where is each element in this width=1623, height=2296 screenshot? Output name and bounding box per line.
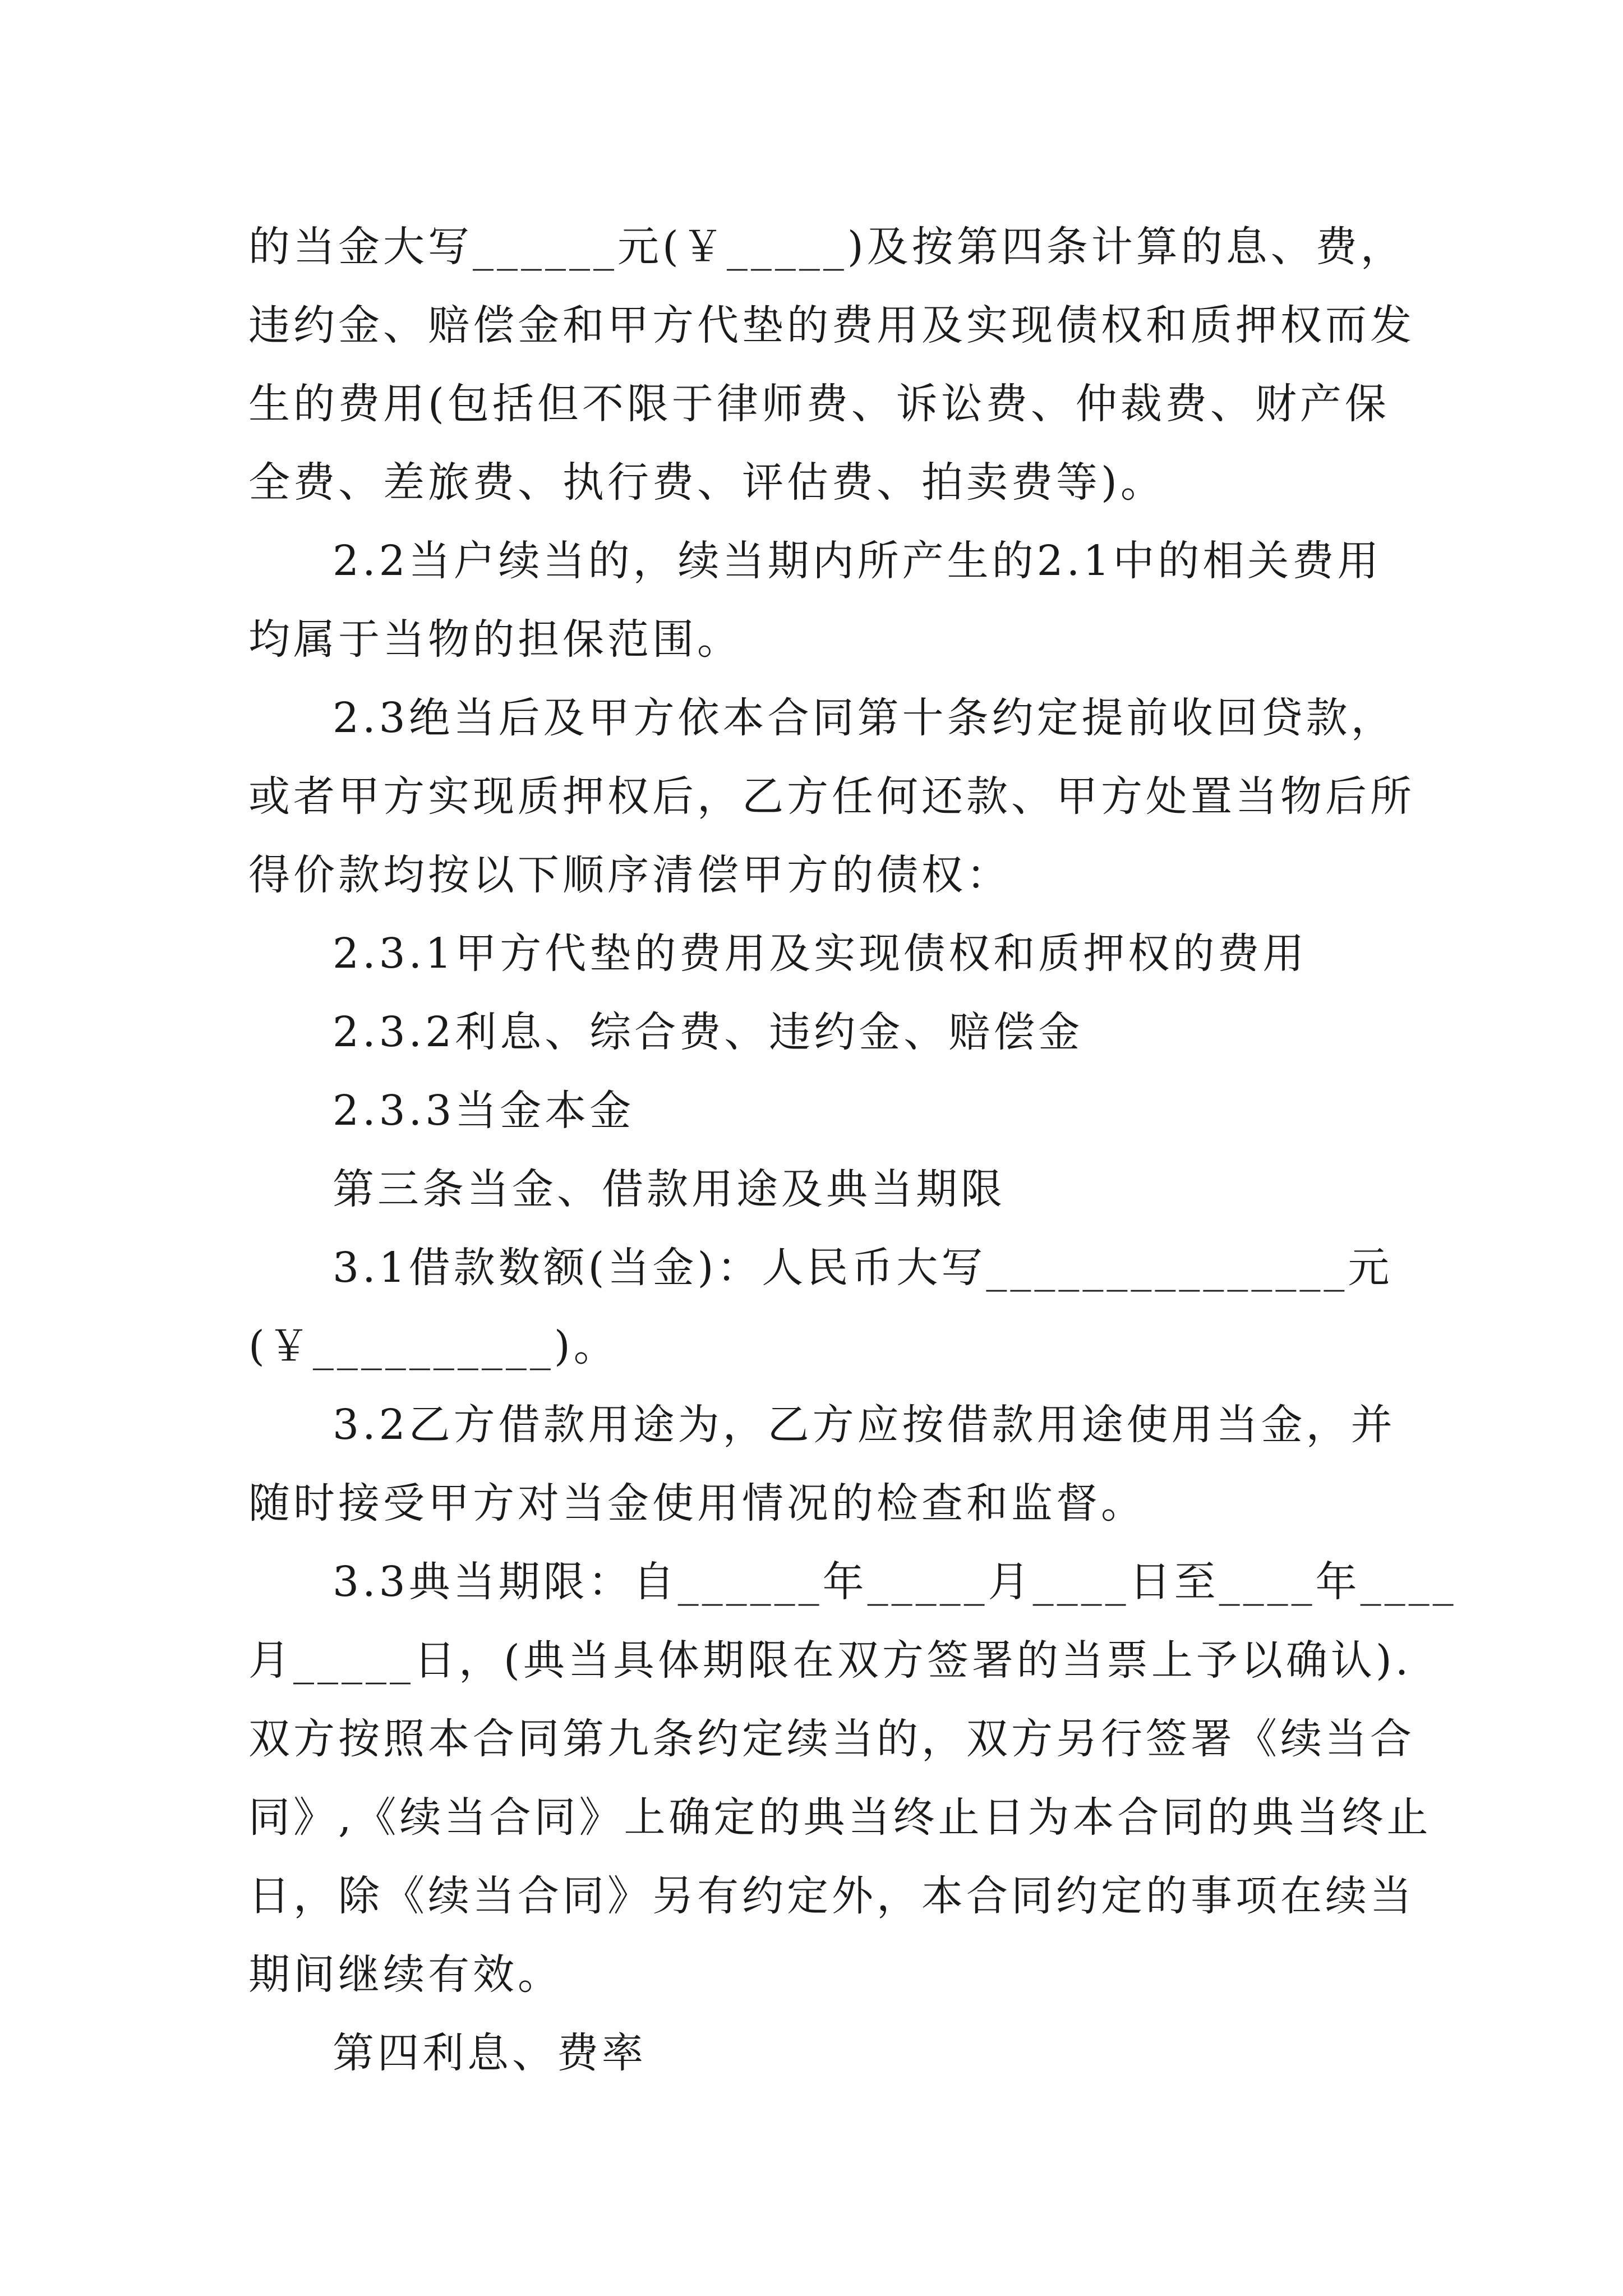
text-line: 期间继续有效。 <box>248 1950 562 1999</box>
article-3-heading: 第三条当金、借款用途及典当期限 <box>333 1165 1006 1213</box>
text-line: 双方按照本合同第九条约定续当的，双方另行签署《续当合 <box>248 1715 1415 1763</box>
text-line: 均属于当物的担保范围。 <box>248 615 742 664</box>
text-line: 违约金、赔偿金和甲方代垫的费用及实现债权和质押权而发 <box>248 301 1415 349</box>
clause-2-3: 2.3绝当后及甲方依本合同第十条约定提前收回贷款， <box>333 694 1396 742</box>
clause-2-3-2: 2.3.2利息、综合费、违约金、赔偿金 <box>333 1008 1083 1056</box>
text-line: 的当金大写______元(￥_____)及按第四条计算的息、费， <box>248 223 1405 271</box>
text-line: 或者甲方实现质押权后，乙方任何还款、甲方处置当物后所 <box>248 772 1415 821</box>
article-4-heading: 第四利息、费率 <box>333 2029 647 2077</box>
text-line: 生的费用(包括但不限于律师费、诉讼费、仲裁费、财产保 <box>248 380 1390 428</box>
text-line: 全费、差旅费、执行费、评估费、拍卖费等)。 <box>248 458 1165 507</box>
text-line: 月_____日，(典当具体期限在双方签署的当票上予以确认). <box>248 1636 1412 1685</box>
document-body <box>248 208 1457 2092</box>
text-line: 日，除《续当合同》另有约定外，本合同约定的事项在续当 <box>248 1872 1415 1920</box>
clause-2-3-1: 2.3.1甲方代垫的费用及实现债权和质押权的费用 <box>333 930 1308 978</box>
text-line: 同》,《续当合同》上确定的典当终止日为本合同的典当终止 <box>248 1793 1432 1842</box>
text-line: (￥__________)。 <box>248 1322 619 1370</box>
clause-2-3-3: 2.3.3当金本金 <box>333 1087 635 1135</box>
clause-2-2: 2.2当户续当的，续当期内所产生的2.1中的相关费用 <box>333 537 1382 585</box>
text-line: 得价款均按以下顺序清偿甲方的债权： <box>248 851 1011 899</box>
text-line: 随时接受甲方对当金使用情况的检查和监督。 <box>248 1479 1146 1527</box>
clause-3-2: 3.2乙方借款用途为，乙方应按借款用途使用当金，并 <box>333 1401 1396 1449</box>
clause-3-1: 3.1借款数额(当金)：人民币大写_______________元 <box>333 1244 1393 1292</box>
clause-3-3: 3.3典当期限：自______年_____月____日至____年____ <box>333 1558 1457 1606</box>
